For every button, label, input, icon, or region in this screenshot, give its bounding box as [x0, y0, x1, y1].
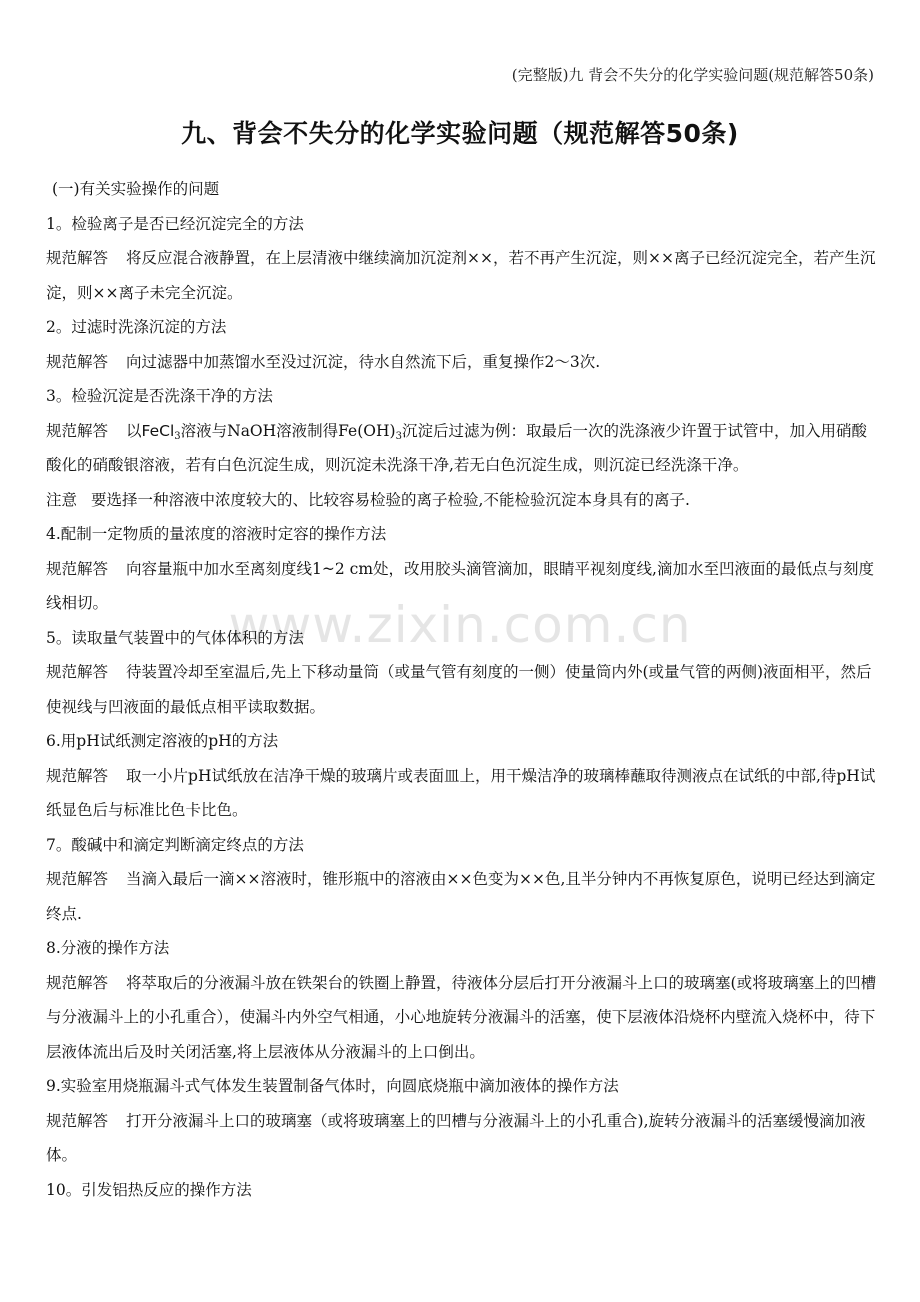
answer-6: [46, 759, 880, 828]
question-10: 10。引发铝热反应的操作方法: [46, 1180, 252, 1199]
subscript: 3: [395, 430, 402, 442]
answer-8: [46, 966, 880, 1070]
formula-fecl3: 以FeCl: [126, 421, 175, 440]
answer-text: 将萃取后的分液漏斗放在铁架台的铁圈上静置，待液体分层后打开分液漏斗上口的玻璃塞(或将玻璃塞上的凹槽与分液漏斗上的小孔重合），使漏斗内外空气相通，小心地旋转分液漏斗的活塞，使下层液体沿烧杯内壁流入烧杯中，待下层液体流出后及时关闭活塞,将上层液体从分液漏斗的上口倒出。: [46, 973, 877, 1061]
question-9: 9.实验室用烧瓶漏斗式气体发生装置制备气体时，向圆底烧瓶中滴加液体的操作方法: [46, 1077, 619, 1095]
running-header: (完整版)九 背会不失分的化学实验问题(规范解答50条): [511, 66, 874, 84]
answer-label: 规范解答: [46, 352, 109, 371]
answer-text: 取一小片pH试纸放在洁净干燥的玻璃片或表面皿上，用干燥洁净的玻璃棒蘸取待测液点在试纸的中部,待pH试纸显色后与标准比色卡比色。: [46, 766, 876, 819]
answer-text: 待装置冷却至室温后,先上下移动量筒（或量气管有刻度的一侧）使量筒内外(或量气管的两侧)液面相平，然后使视线与凹液面的最低点相平读取数据。: [46, 663, 872, 716]
answer-label: 规范解答: [46, 421, 109, 440]
answer-4: [46, 552, 880, 621]
question-4: 4.配制一定物质的量浓度的溶液时定容的操作方法: [46, 525, 387, 543]
answer-text: 当滴入最后一滴××溶液时，锥形瓶中的溶液由××色变为××色,且半分钟内不再恢复原色，说明已经达到滴定终点.: [46, 870, 876, 923]
question-7: 7。酸碱中和滴定判断滴定终点的方法: [46, 835, 304, 854]
answer-text: 将反应混合液静置，在上层清液中继续滴加沉淀剂××，若不再产生沉淀，则××离子已经沉淀完全，若产生沉淀，则××离子未完全沉淀。: [46, 249, 876, 302]
answer-label: 规范解答: [46, 973, 109, 992]
section-heading: (一)有关实验操作的问题: [52, 180, 220, 198]
question-8: 8.分液的操作方法: [46, 939, 170, 957]
answer-text: 向容量瓶中加水至离刻度线1~2 cm处，改用胶头滴管滴加，眼睛平视刻度线,滴加水至凹液面的最低点与刻度线相切。: [46, 559, 874, 612]
answer-label: 规范解答: [46, 559, 109, 578]
question-5: 5。读取量气装置中的气体体积的方法: [46, 628, 304, 647]
answer-text: 打开分液漏斗上口的玻璃塞（或将玻璃塞上的凹槽与分液漏斗上的小孔重合),旋转分液漏斗的活塞缓慢滴加液体。: [46, 1111, 866, 1164]
subscript: 3: [174, 430, 181, 442]
question-1: 1。检验离子是否已经沉淀完全的方法: [46, 214, 304, 233]
question-2: 2。过滤时洗涤沉淀的方法: [46, 318, 227, 336]
answer-7: [46, 862, 880, 931]
answer-label: 规范解答: [46, 249, 109, 267]
note-label: 注意: [46, 490, 78, 509]
question-6: 6.用pH试纸测定溶液的pH的方法: [46, 732, 279, 750]
watermark: www.zixin.com.cn: [228, 596, 692, 654]
answer-label: 规范解答: [46, 663, 109, 681]
answer-label: 规范解答: [46, 870, 109, 888]
document-body: [46, 172, 880, 1207]
answer-9: [46, 1104, 880, 1173]
question-3: 3。检验沉淀是否洗涤干净的方法: [46, 387, 273, 405]
answer-text: 溶液与NaOH溶液制得Fe(OH): [180, 421, 396, 440]
page-title: 九、背会不失分的化学实验问题（规范解答50条): [181, 119, 739, 148]
note-3: [46, 483, 880, 518]
answer-label: 规范解答: [46, 1111, 109, 1130]
note-text: 要选择一种溶液中浓度较大的、比较容易检验的离子检验,不能检验沉淀本身具有的离子.: [91, 490, 690, 509]
answer-text: 向过滤器中加蒸馏水至没过沉淀，待水自然流下后，重复操作2～3次.: [126, 352, 601, 371]
answer-1: [46, 241, 880, 310]
answer-2: [46, 345, 880, 380]
answer-5: [46, 655, 880, 724]
answer-label: 规范解答: [46, 766, 109, 785]
answer-3: [46, 414, 880, 483]
answer-text: 沉淀后过滤为例：取最后一次的洗涤液少许置于试管中，加入用硝酸酸化的硝酸银溶液，若有白色沉淀生成，则沉淀未洗涤干净,若无白色沉淀生成，则沉淀已经洗涤干净。: [46, 421, 867, 474]
